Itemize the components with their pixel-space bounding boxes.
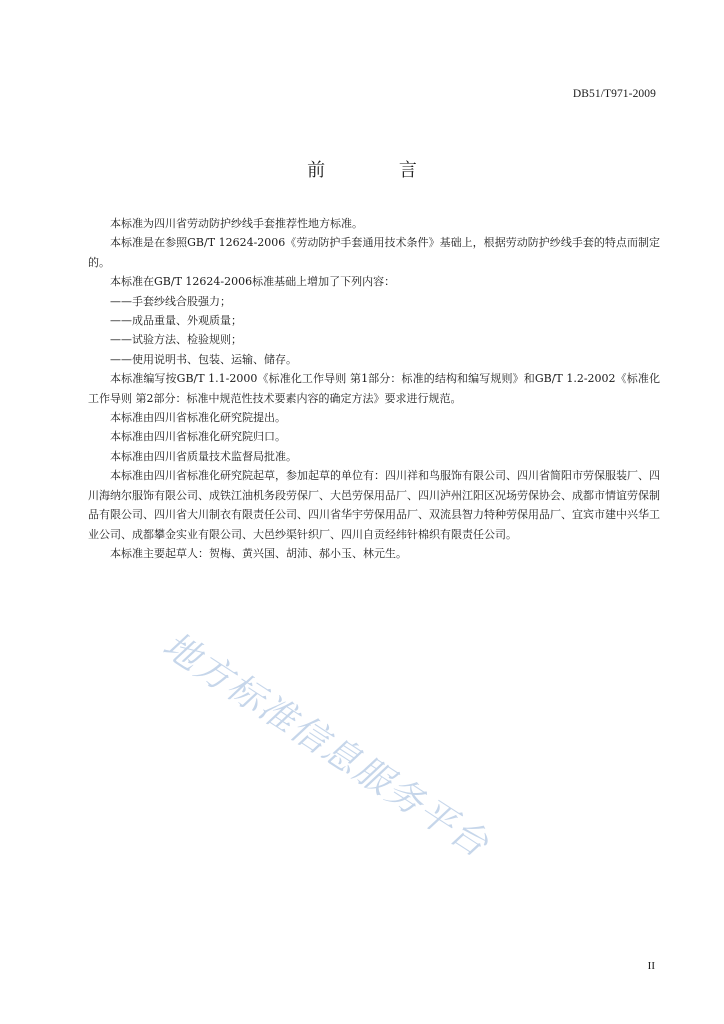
paragraph-approved-by: 本标准由四川省质量技术监督局批准。 (110, 449, 297, 463)
paragraph-drafting-rules: 本标准编写按GB/T 1.1-2000《标准化工作导则 第1部分：标准的结构和编写规则》和GB/T 1.2-2002《标准化工作导则 第2部分：标准中规范性技术要素内容的确定方法》要求进行规范。 (88, 372, 660, 405)
list-item: ——成品重量、外观质量； (110, 314, 242, 328)
paragraph-centralized-by: 本标准由四川省标准化研究院归口。 (110, 430, 286, 444)
paragraph-proposed-by: 本标准由四川省标准化研究院提出。 (110, 411, 286, 425)
paragraph-scope: 本标准为四川省劳动防护纱线手套推荐性地方标准。 (110, 217, 363, 230)
page-number: II (647, 960, 655, 972)
foreword-body (88, 214, 660, 563)
paragraph-additions-intro: 本标准在GB/T 12624-2006标准基础上增加了下列内容： (110, 275, 396, 289)
list-item: ——试验方法、检验规则； (110, 333, 242, 347)
list-item: ——使用说明书、包装、运输、储存。 (110, 352, 297, 366)
document-code: DB51/T971-2009 (572, 88, 656, 100)
list-item: ——手套纱线合股强力； (110, 294, 231, 308)
paragraph-drafting-units: 本标准由四川省标准化研究院起草，参加起草的单位有：四川祥和鸟服饰有限公司、四川省简阳市劳保服装厂、四川海纳尔服饰有限公司、成铁江油机务段劳保厂、大邑劳保用品厂、四川泸州江阳区况场劳保协会、成都市情谊劳保制品有限公司、四川省大川制衣有限责任公司、四川省华宇劳保用品厂、双流县智力特种劳保用品厂、宜宾市建中兴华工业公司、成都攀金实业有限公司、大邑纱渠针织厂、四川自贡经纬针棉织有限责任公司。 (88, 469, 660, 541)
paragraph-reference: 本标准是在参照GB/T 12624-2006《劳动防护手套通用技术条件》基础上，根据劳动防护纱线手套的特点而制定的。 (88, 236, 660, 269)
watermark: 地方标准信息服务平台 (155, 624, 497, 867)
paragraph-drafters: 本标准主要起草人：贺梅、黄兴国、胡沛、郝小玉、林元生。 (110, 546, 407, 560)
page-title: 前 言 (307, 160, 451, 181)
